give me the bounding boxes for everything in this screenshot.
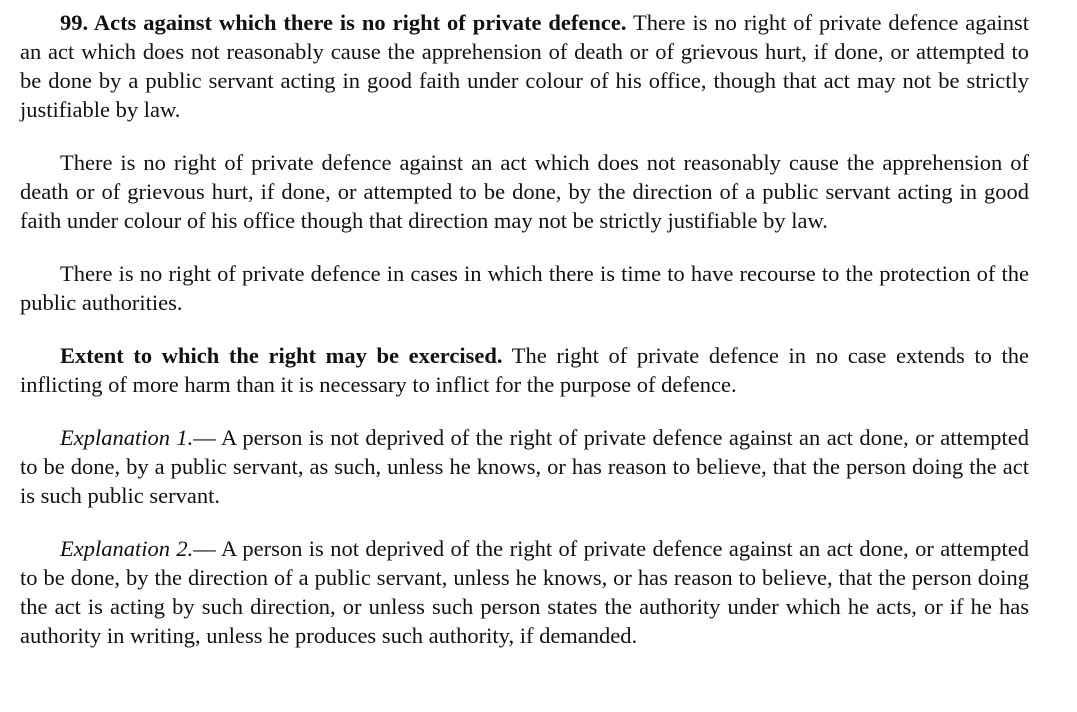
extent-heading: Extent to which the right may be exercised. [60, 343, 503, 368]
explanation-1-paragraph [20, 423, 1029, 510]
explanation-1-label: Explanation 1. [60, 425, 194, 450]
explanation-2-paragraph [20, 534, 1029, 650]
section-99-heading: 99. Acts against which there is no right of private defence. [60, 10, 627, 35]
explanation-1-text: — A person is not deprived of the right of private defence against an act done, or attempted to be done, by a public servant, as such, unless he knows, or has reason to believe, that the person doing the act is such public servant. [20, 425, 1029, 508]
section-99-text: There is no right of private defence against an act which does not reasonably cause the apprehension of death or of grievous hurt, if done, or attempted to be done by a public servant acting in good faith under colour of his office, though that act may not be strictly justifiable by law. [20, 10, 1029, 122]
section-99-paragraph [20, 8, 1029, 124]
direction-paragraph: There is no right of private defence against an act which does not reasonably cause the apprehension of death or of grievous hurt, if done, or attempted to be done, by the direction of a public servant acting in good faith under colour of his office though that direction may not be strictly justifiable by law. [20, 150, 1029, 233]
explanation-2-label: Explanation 2. [60, 536, 194, 561]
extent-paragraph [20, 341, 1029, 399]
extent-text: The right of private defence in no case extends to the inflicting of more harm than it is necessary to inflict for the purpose of defence. [20, 343, 1030, 397]
explanation-2-text: — A person is not deprived of the right of private defence against an act done, or attempted to be done, by the direction of a public servant, unless he knows, or has reason to believe, that the person doing the act is acting by such direction, or unless such person states the authority under which he acts, or if he has authority in writing, unless he produces such authority, if demanded. [20, 536, 1029, 648]
public-authorities-paragraph: There is no right of private defence in cases in which there is time to have recourse to the protection of the public authorities. [20, 261, 1029, 315]
